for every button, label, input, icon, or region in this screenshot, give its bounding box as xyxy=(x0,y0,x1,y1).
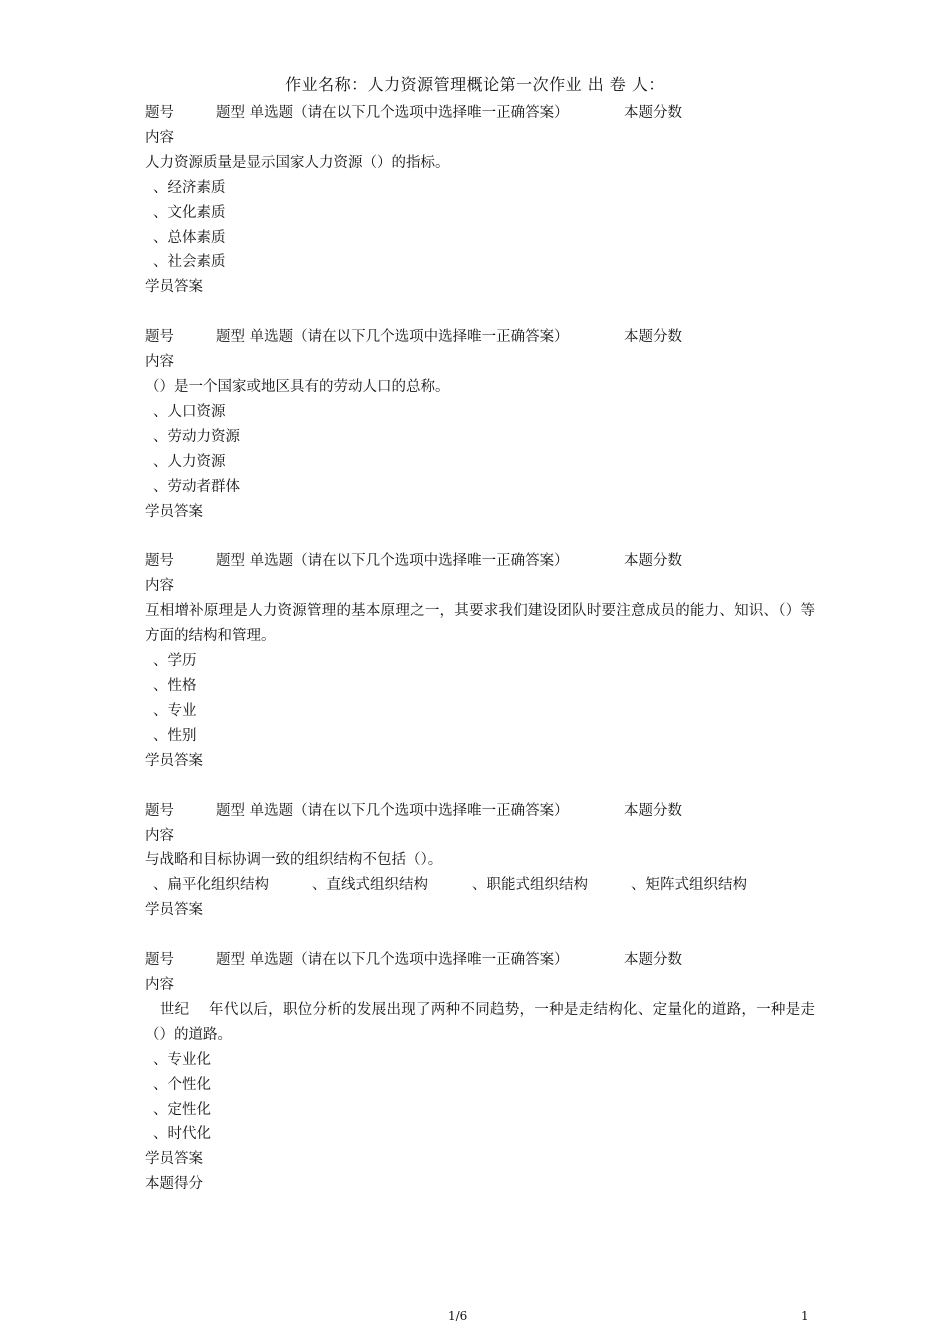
option-a: 、专业化 xyxy=(153,1051,211,1068)
question-stem: 互相增补原理是人力资源管理的基本原理之一，其要求我们建设团队时要注意成员的能力、知识、（）等方面的结构和管理。 xyxy=(145,603,815,645)
option-a: 、扁平化组织结构 xyxy=(153,877,269,894)
content-label: 内容 xyxy=(145,827,174,844)
question-1 xyxy=(145,101,825,300)
option-a: 、人口资源 xyxy=(153,403,226,420)
option-d: 、社会素质 xyxy=(153,254,226,271)
option-b: 、性格 xyxy=(153,677,197,694)
option-a: 、经济素质 xyxy=(153,179,226,196)
content-label: 内容 xyxy=(145,578,174,595)
question-number-label: 题号 xyxy=(145,105,174,121)
question-header xyxy=(145,549,825,574)
question-type-label: 题型 xyxy=(216,553,245,570)
option-row xyxy=(145,873,825,898)
option-c: 、人力资源 xyxy=(153,453,226,470)
question-type xyxy=(216,325,569,350)
question-type-value: 单选题（请在以下几个选项中选择唯一正确答案） xyxy=(249,952,569,969)
question-type-label: 题型 xyxy=(216,952,245,969)
question-stem: （）是一个国家或地区具有的劳动人口的总称。 xyxy=(145,379,450,396)
answer-label: 学员答案 xyxy=(145,902,203,919)
content-label: 内容 xyxy=(145,354,174,371)
option-b: 、劳动力资源 xyxy=(153,428,240,445)
option-d: 、劳动者群体 xyxy=(153,478,240,495)
question-stem: 与战略和目标协调一致的组织结构不包括（）。 xyxy=(145,852,443,869)
question-type-label: 题型 xyxy=(216,329,245,346)
option-c: 、职能式组织结构 xyxy=(472,877,588,894)
question-header xyxy=(145,948,825,973)
question-5 xyxy=(145,948,825,1197)
content-label: 内容 xyxy=(145,129,174,146)
page-title: 作业名称：人力资源管理概论第一次作业 出 卷 人： xyxy=(285,75,665,94)
answer-label: 学员答案 xyxy=(145,752,203,769)
question-stem: 世纪 年代以后，职位分析的发展出现了两种不同趋势，一种是走结构化、定量化的道路，一种是走（）的道路。 xyxy=(145,1001,815,1043)
question-4 xyxy=(145,799,825,924)
option-c: 、专业 xyxy=(153,702,197,719)
question-2 xyxy=(145,325,825,524)
question-type-value: 单选题（请在以下几个选项中选择唯一正确答案） xyxy=(249,802,569,819)
question-type-value: 单选题（请在以下几个选项中选择唯一正确答案） xyxy=(249,105,569,121)
content-label: 内容 xyxy=(145,977,174,993)
question-number-label: 题号 xyxy=(145,329,174,346)
question-score-label: 本题分数 xyxy=(624,329,682,346)
option-b: 、直线式组织结构 xyxy=(312,877,428,894)
question-3 xyxy=(145,549,825,773)
question-list xyxy=(145,101,825,1222)
question-type xyxy=(216,948,569,973)
option-b: 、个性化 xyxy=(153,1076,211,1093)
question-number-label: 题号 xyxy=(145,802,174,819)
question-type-label: 题型 xyxy=(216,802,245,819)
answer-label: 学员答案 xyxy=(145,503,203,520)
page-number: 1 xyxy=(801,1309,809,1323)
question-type-value: 单选题（请在以下几个选项中选择唯一正确答案） xyxy=(249,329,569,346)
question-score-label: 本题分数 xyxy=(624,105,682,121)
question-type xyxy=(216,549,569,574)
option-d: 、时代化 xyxy=(153,1126,211,1143)
option-d: 、性别 xyxy=(153,727,197,744)
answer-label: 学员答案 xyxy=(145,279,203,296)
question-score-label: 本题分数 xyxy=(624,553,682,570)
question-type xyxy=(216,101,569,126)
earned-score-label: 本题得分 xyxy=(145,1176,203,1193)
option-c: 、定性化 xyxy=(153,1101,211,1118)
question-header xyxy=(145,325,825,350)
question-type-value: 单选题（请在以下几个选项中选择唯一正确答案） xyxy=(249,553,569,570)
option-d: 、矩阵式组织结构 xyxy=(631,877,747,894)
question-score-label: 本题分数 xyxy=(624,802,682,819)
question-type xyxy=(216,799,569,824)
answer-label: 学员答案 xyxy=(145,1151,203,1168)
question-number-label: 题号 xyxy=(145,553,174,570)
question-stem: 人力资源质量是显示国家人力资源（）的指标。 xyxy=(145,154,450,171)
question-number-label: 题号 xyxy=(145,952,174,969)
option-b: 、文化素质 xyxy=(153,204,226,221)
question-score-label: 本题分数 xyxy=(624,952,682,969)
question-type-label: 题型 xyxy=(216,105,245,121)
page-indicator: 1/6 xyxy=(448,1309,468,1323)
question-header xyxy=(145,799,825,824)
option-c: 、总体素质 xyxy=(153,229,226,246)
question-header xyxy=(145,101,825,126)
option-a: 、学历 xyxy=(153,653,197,670)
